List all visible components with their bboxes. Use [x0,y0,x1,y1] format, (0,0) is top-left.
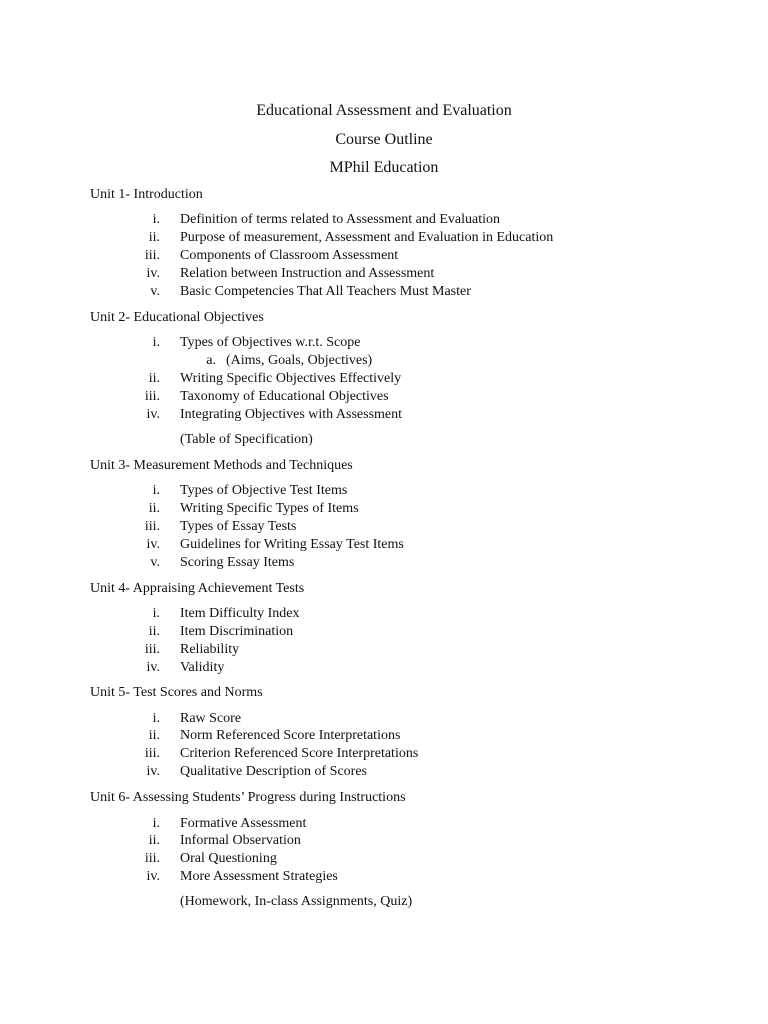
list-item-text: Types of Objective Test Items [180,483,348,498]
list-item-text: Raw Score [180,711,242,726]
list-item-number: i. [152,816,160,831]
list-item-text: Oral Questioning [180,851,277,866]
list-item-number: v. [150,555,160,570]
list-item-number: iii. [144,851,160,866]
list-item-text: Components of Classroom Assessment [180,248,399,263]
list-item-number: iv. [146,407,160,422]
list-item-number: ii. [148,833,160,848]
list-item-number: ii. [148,624,160,639]
list-item-text: Formative Assessment [180,816,307,831]
list-item-number: ii. [148,728,160,743]
list-item-number: iii. [144,389,160,404]
list-item-number: iv. [146,869,160,884]
list-item-number: iii. [144,248,160,263]
list-item-text: Taxonomy of Educational Objectives [180,389,389,404]
unit-2-heading: Unit 2- Educational Objectives [90,310,264,325]
list-item-text: Qualitative Description of Scores [180,764,368,779]
list-item-text: Item Discrimination [180,624,294,639]
list-item-number: i. [152,483,160,498]
list-item-number: iv. [146,537,160,552]
list-item-text: Writing Specific Types of Items [180,501,359,516]
list-item-text: Guidelines for Writing Essay Test Items [180,537,404,552]
list-item-text: Types of Objectives w.r.t. Scope [180,335,361,350]
list-item-number: i. [152,335,160,350]
list-item-text: More Assessment Strategies [180,869,338,884]
list-item-text: Reliability [180,642,240,657]
unit-4-heading: Unit 4- Appraising Achievement Tests [90,581,305,596]
unit-5-heading: Unit 5- Test Scores and Norms [90,685,263,700]
list-item-text: Validity [180,660,225,675]
unit-1-heading: Unit 1- Introduction [90,187,203,202]
unit-2-note: (Table of Specification) [180,432,313,447]
list-item-number: i. [152,212,160,227]
list-item-number: iii. [144,519,160,534]
list-item-text: Types of Essay Tests [180,519,297,534]
list-item-text: Integrating Objectives with Assessment [180,407,403,422]
list-item-text: Criterion Referenced Score Interpretations [180,746,419,761]
list-subitem-text: (Aims, Goals, Objectives) [226,353,373,368]
list-item-number: ii. [148,371,160,386]
list-item-number: iv. [146,764,160,779]
list-item-number: i. [152,606,160,621]
list-item-text: Basic Competencies That All Teachers Must Master [180,284,471,299]
list-item-text: Norm Referenced Score Interpretations [180,728,401,743]
unit-6-note: (Homework, In-class Assignments, Quiz) [180,894,413,909]
list-item-number: ii. [148,230,160,245]
document-title: Educational Assessment and Evaluation [256,102,512,119]
list-item-number: ii. [148,501,160,516]
list-item-text: Relation between Instruction and Assessment [180,266,435,281]
list-item-number: iii. [144,746,160,761]
list-item-text: Purpose of measurement, Assessment and Evaluation in Education [180,230,554,245]
list-item-number: i. [152,711,160,726]
unit-6-heading: Unit 6- Assessing Students’ Progress during Instructions [90,790,406,805]
list-item-number: iii. [144,642,160,657]
list-item-number: v. [150,284,160,299]
unit-3-heading: Unit 3- Measurement Methods and Techniques [90,458,353,473]
list-item-number: iv. [146,660,160,675]
program-name: MPhil Education [329,159,439,176]
list-item-text: Informal Observation [180,833,301,848]
list-item-text: Definition of terms related to Assessment and Evaluation [180,212,500,227]
list-item-text: Writing Specific Objectives Effectively [180,371,402,386]
list-item-number: iv. [146,266,160,281]
document-subtitle: Course Outline [335,131,433,148]
list-item-text: Item Difficulty Index [180,606,300,621]
list-subitem-letter: a. [206,353,216,368]
list-item-text: Scoring Essay Items [180,555,295,570]
